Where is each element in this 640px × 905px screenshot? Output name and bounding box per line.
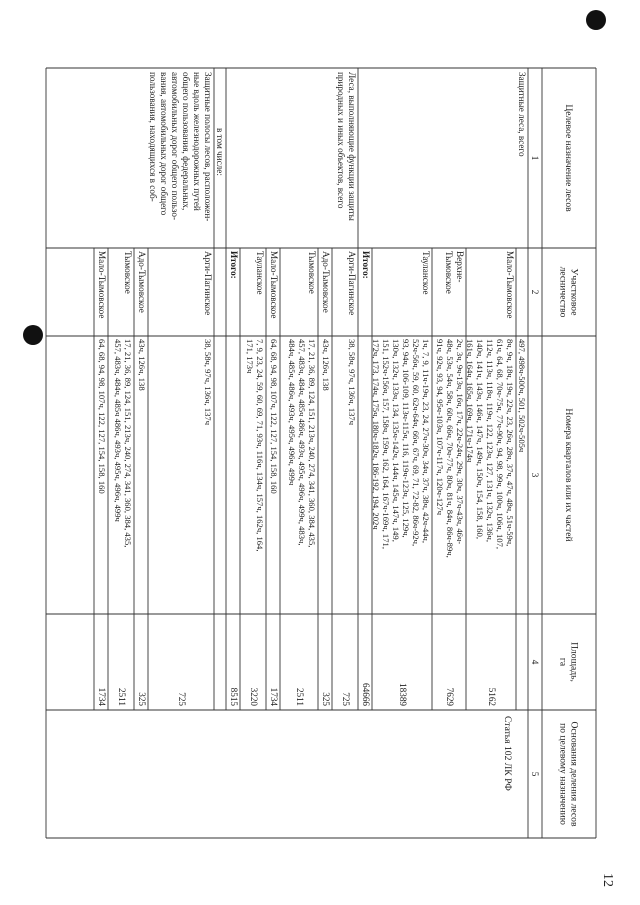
row-3-quarters: 93, 94ч, 106-109, 113ч-115ч, 116, 119ч-123ч, 125, 129ч, <box>401 339 411 538</box>
row-5-forestry: Арги-Пагинское <box>347 251 357 316</box>
row-9-area: 3220 <box>249 687 259 706</box>
row-15-quarters: 64, 68, 94, 98, 107ч, 122, 127, 154, 158, 160 <box>97 339 107 494</box>
row-14-area: 2511 <box>117 687 127 706</box>
row-2-forestry: Верхне- <box>455 251 465 283</box>
row-1-forestry: Мало-Тымовское <box>505 251 515 319</box>
column-header-4: Площадь, <box>568 642 580 682</box>
row-7-area: 2511 <box>295 687 305 706</box>
row-12-purpose: пользования, находящихся в соб- <box>148 72 158 202</box>
row-11-purpose: в том числе: <box>215 128 225 176</box>
row-10-forestry: Итого: <box>229 251 239 279</box>
column-number-1: 1 <box>530 155 540 161</box>
row-12-area: 725 <box>177 692 187 706</box>
row-6-quarters: 43ч, 126ч, 138 <box>321 339 331 391</box>
row-12-purpose: Защитные полосы лесов, расположен- <box>203 72 213 222</box>
row-2-quarters: 2ч, 3ч, 9ч-13ч, 16ч, 17ч, 22ч-24ч, 29ч, 30ч, 37ч-43ч, 46ч- <box>455 339 465 545</box>
row-3-quarters: 52ч-56ч, 59, 60, 62ч-64ч, 66ч, 67ч, 69, 71, 72-82, 86ч-92ч, <box>411 339 421 547</box>
row-5-purpose: природных и иных объектов, всего <box>336 72 346 209</box>
row-12-purpose: вания, автомобильных дорог общего <box>159 72 169 216</box>
row-1-quarters: 61ч, 64, 68, 70ч-75ч, 77ч-90ч, 94, 98, 99ч, 100ч, 106ч, 107, <box>495 339 505 550</box>
row-1-quarters: 112ч, 113ч, 118ч, 119ч, 122, 123ч, 127, 131ч, 132ч, 136ч, <box>485 339 495 543</box>
column-header-2: лесничество <box>557 266 569 318</box>
row-9-quarters: 171, 173ч <box>245 339 255 374</box>
row-1-quarters: 140ч, 141ч, 143ч, 146ч, 147ч, 149ч, 150ч, 154, 158, 160, <box>475 339 485 539</box>
row-3-forestry: Тауланское <box>421 251 431 295</box>
row-8-quarters: 64, 68, 94, 98, 107ч, 122, 127, 154, 158, 160 <box>269 339 279 494</box>
row-8-forestry: Мало-Тымовское <box>269 251 279 319</box>
row-7-quarters: 484ч, 485ч, 486ч, 493ч, 495ч, 496ч, 499ч <box>287 339 297 486</box>
row-2-forestry: Тымовское <box>444 251 454 294</box>
row-14-quarters: 17, 21, 36, 89, 124, 151, 213ч, 240, 274, 341, 360, 384, 435, <box>123 339 133 548</box>
row-9-quarters: 7, 9, 23, 24, 59, 60, 69, 71, 93ч, 116ч, 134ч, 157ч, 162ч, 164, <box>255 339 265 552</box>
row-15-area: 1734 <box>97 687 107 706</box>
row-3-quarters: 172ч, 173, 174ч, 175ч, 180ч-182ч, 186-192, 194, 202ч <box>371 339 381 530</box>
row-0-purpose: Защитные леса, всего <box>517 72 527 157</box>
row-12-purpose: ные вдоль железнодорожных путей <box>192 72 202 211</box>
row-12-quarters: 38, 58ч, 97ч, 136ч, 137ч <box>203 339 213 426</box>
row-8-area: 1734 <box>269 687 279 706</box>
row-13-area: 325 <box>137 692 147 706</box>
row-12-purpose: общего пользования, федеральных, <box>181 72 191 211</box>
row-7-quarters: 17, 21, 36, 89, 124, 151, 213ч, 240, 274, 341, 360, 384, 435, <box>307 339 317 548</box>
row-14-quarters: 457, 483ч, 484ч, 485ч 486ч, 493ч, 495ч, 496ч, 499ч <box>113 339 123 522</box>
row-2-quarters: 91ч, 92ч, 93, 94, 95ч-103ч, 107ч-117ч, 120ч-127ч <box>435 339 445 516</box>
row-5-quarters: 38, 58ч, 97ч, 136ч, 137ч <box>347 339 357 426</box>
column-number-4: 4 <box>530 659 540 665</box>
column-number-5: 5 <box>530 771 540 777</box>
row-3-area: 18389 <box>398 683 408 706</box>
row-5-area: 725 <box>341 692 351 706</box>
table-cells <box>97 72 580 827</box>
row-4-forestry: Итого: <box>361 251 371 279</box>
row-1-quarters: 161ч, 164ч, 165ч, 169ч, 171ч-174ч <box>465 339 475 463</box>
page-number: 12 <box>600 873 615 887</box>
column-number-2: 2 <box>530 289 540 295</box>
row-4-area: 64666 <box>361 683 371 706</box>
row-2-quarters: 48ч, 53ч, 54ч, 58ч, 60ч, 66ч, 70ч-77ч, 80ч, 81ч, 84ч, 86ч-89ч, <box>445 339 455 558</box>
forest-purpose-table <box>46 68 596 838</box>
column-header-5: Основания деления лесов <box>568 721 580 827</box>
row-12-forestry: Арги-Пагинское <box>203 251 213 316</box>
column-header-4: га <box>557 657 569 667</box>
row-13-quarters: 43ч, 126ч, 138 <box>137 339 147 391</box>
row-0-quarters: 497, 498ч-500ч, 501, 502ч-505ч <box>517 339 527 453</box>
row-6-forestry: Адо-Тымовское <box>321 251 331 313</box>
row-7-forestry: Тымовское <box>307 251 317 294</box>
row-3-quarters: 1ч, 7, 9, 11ч-19ч, 23, 24, 27ч-30ч, 34ч, 37ч, 38ч, 42ч-44ч, <box>421 339 431 544</box>
column-header-5: по целевому назначению <box>557 723 569 825</box>
row-3-quarters: 151, 152ч-156ч, 157, 158ч, 159ч, 162, 164, 167ч-169ч, 171, <box>381 339 391 549</box>
row-3-quarters: 130ч, 132ч, 133ч, 134, 135ч-142ч, 144ч, 145ч, 147ч, 149, <box>391 339 401 542</box>
row-10-area: 8515 <box>229 687 239 706</box>
column-number-3: 3 <box>530 472 540 478</box>
column-header-1: Целевое назначение лесов <box>563 104 574 212</box>
row-6-area: 325 <box>321 692 331 706</box>
punch-hole-top <box>23 325 43 345</box>
row-14-forestry: Тымовское <box>123 251 133 294</box>
row-1-basis: Статья 102 ЛК РФ <box>502 716 513 791</box>
punch-hole-bottom <box>586 10 606 30</box>
row-15-forestry: Мало-Тымовское <box>97 251 107 319</box>
column-header-3: Номера кварталов или их частей <box>563 408 574 542</box>
row-5-purpose: Леса, выполняющие функции защиты <box>347 72 357 221</box>
row-13-forestry: Адо-Тымовское <box>137 251 147 313</box>
row-9-forestry: Тауланское <box>255 251 265 295</box>
row-2-area: 7629 <box>445 687 455 706</box>
row-1-area: 5162 <box>487 687 497 706</box>
row-1-quarters: 8ч, 9ч, 18ч, 19ч, 22ч, 23, 26ч, 28ч, 37ч, 47ч, 48ч, 51ч-59ч, <box>505 339 515 547</box>
column-header-2: Участковое <box>568 268 580 316</box>
row-7-quarters: 457, 483ч, 484ч, 485ч 486ч, 493ч, 495ч, 496ч, 499ч, 483ч, <box>297 339 307 546</box>
row-12-purpose: автомобильных дорог общего пользо- <box>170 72 180 221</box>
